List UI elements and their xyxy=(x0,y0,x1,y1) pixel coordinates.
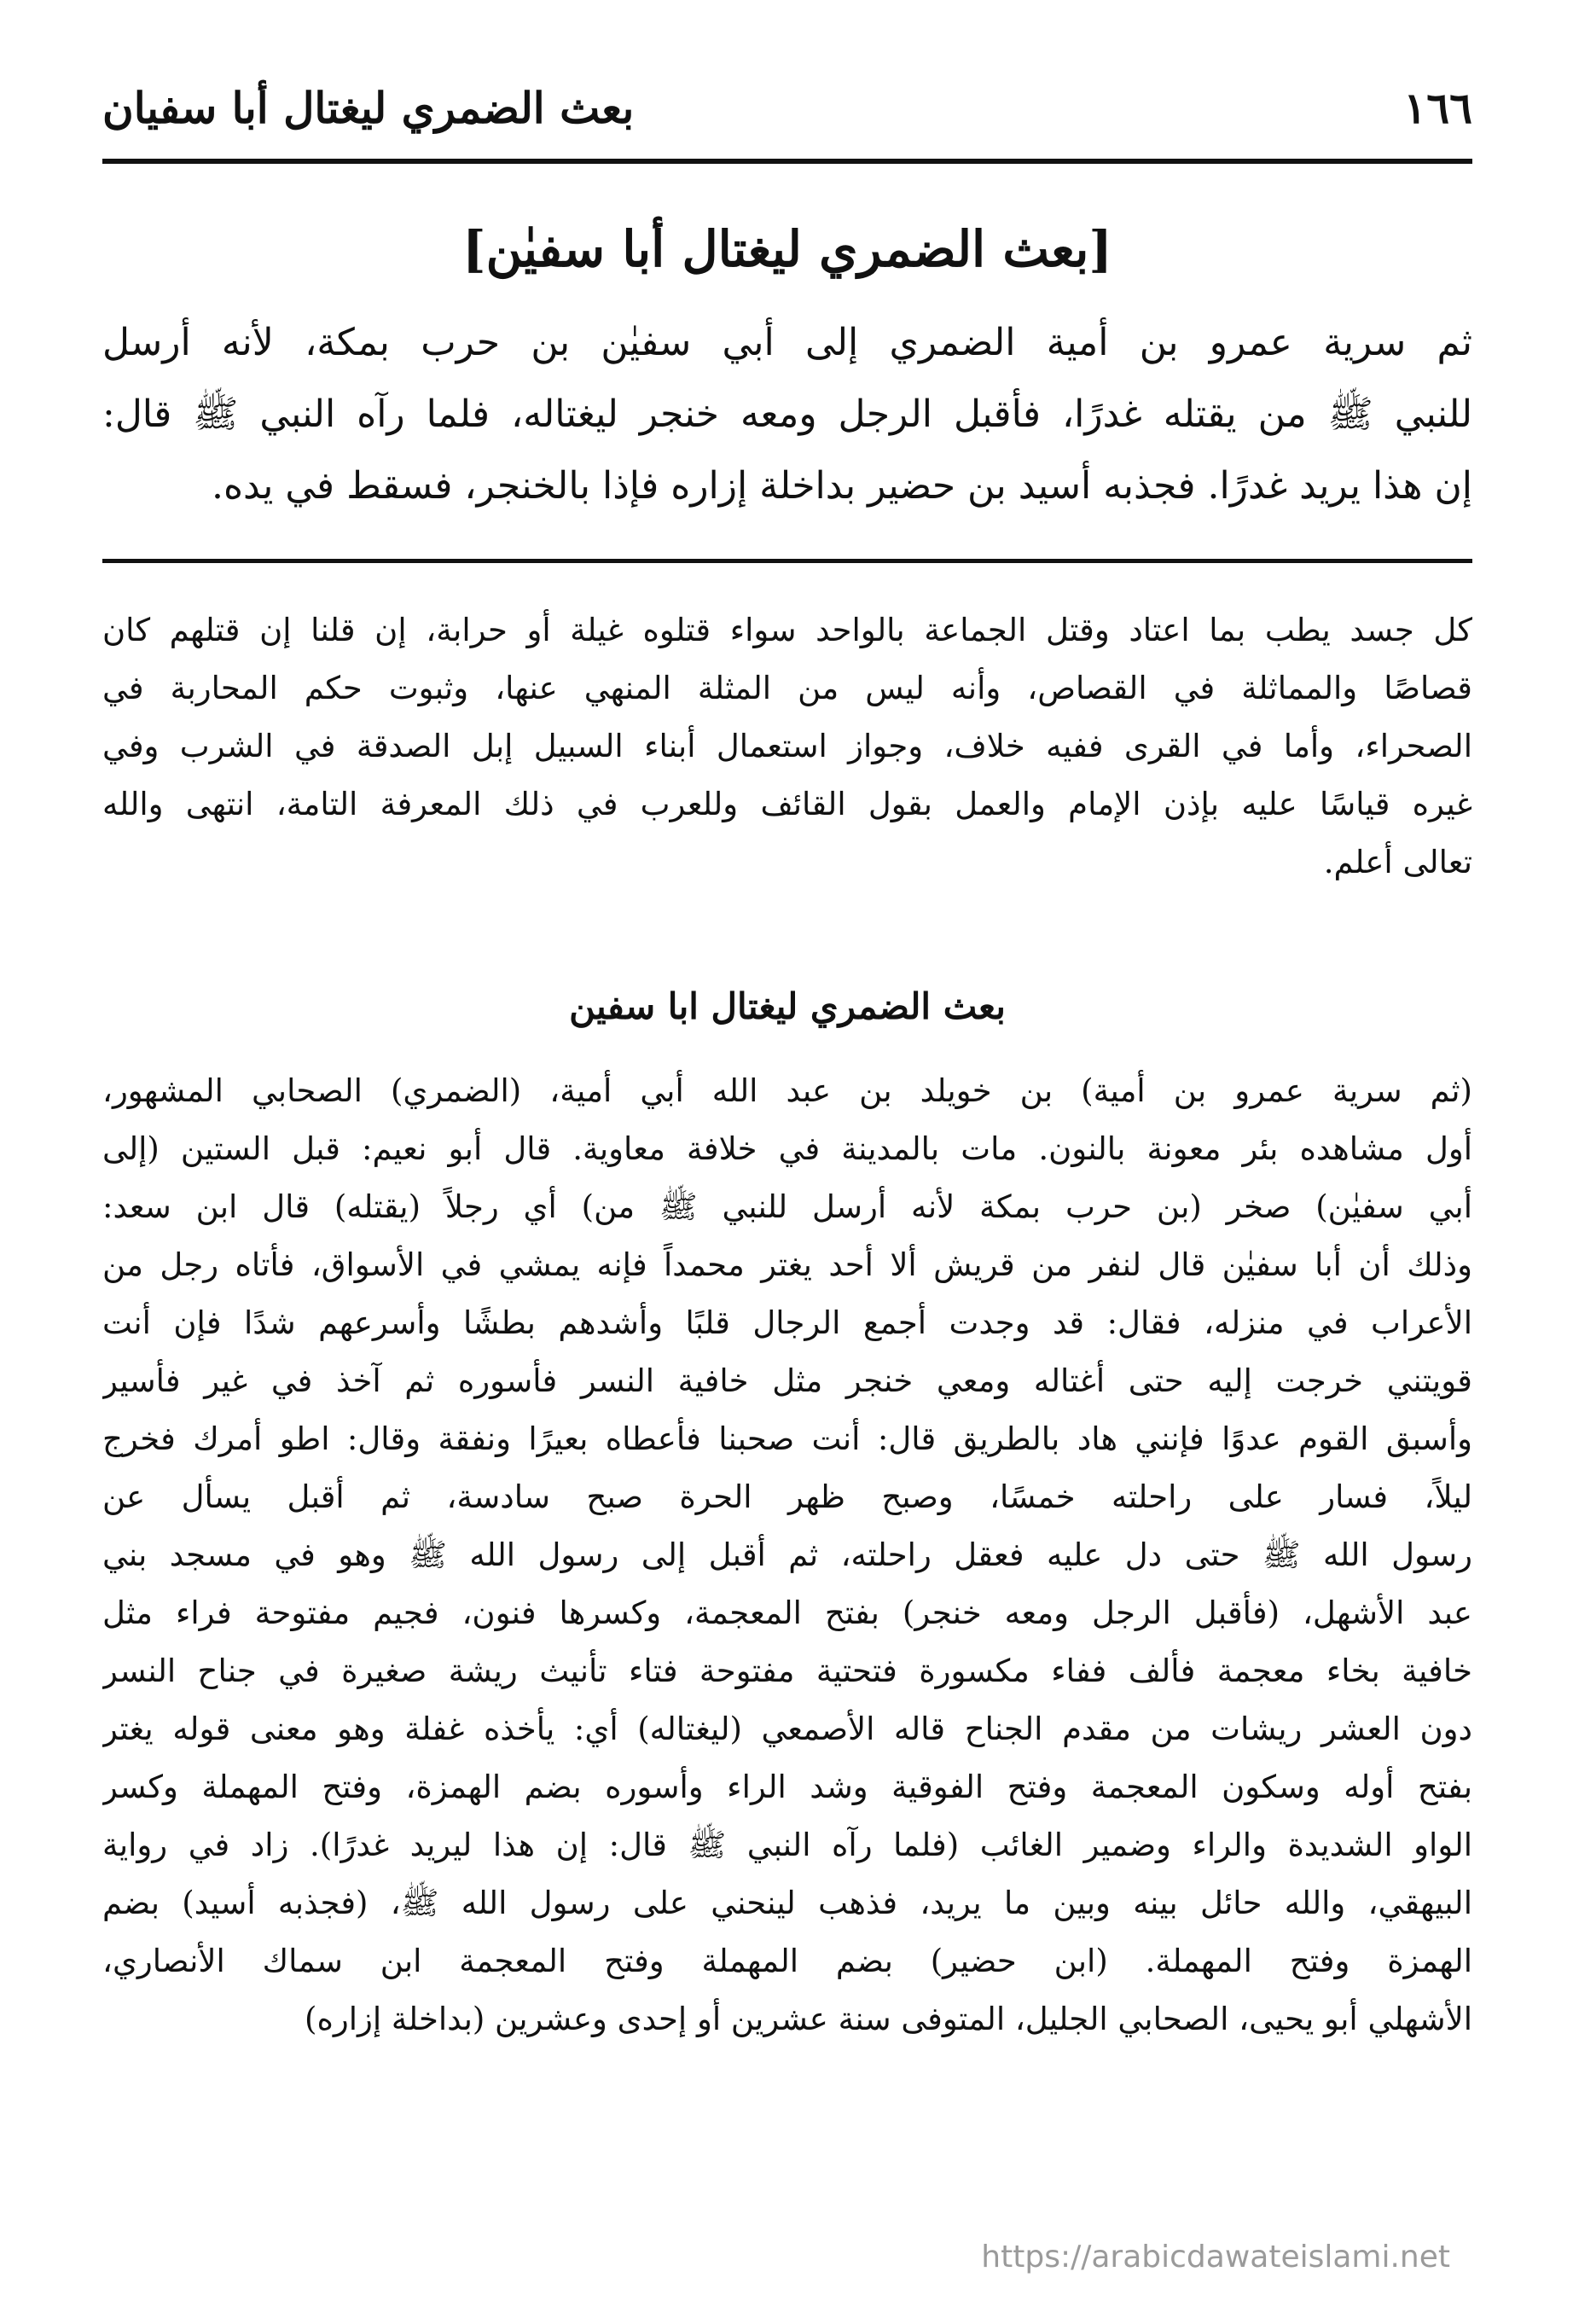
section-title: [بعث الضمري ليغتال أبا سفيٰن] xyxy=(462,220,1112,278)
commentary-line: الواو الشديدة والراء وضمير الغائب (فلما رآه النبي ﷺ قال: إن هذا ليريد غدرًا). زاد في رواية xyxy=(102,1827,1472,1863)
commentary-line: وذلك أن أبا سفيٰن قال لنفر من قريش ألا أحد يغتر محمداً فإنه يمشي في الأسواق، فأتاه رجل من xyxy=(102,1246,1472,1283)
commentary-line: خافية بخاء معجمة فألف ففاء مكسورة فتحتية مفتوحة فتاء تأنيث ريشة صغيرة في جناح النسر xyxy=(102,1653,1472,1689)
commentary-line: تعالى أعلم. xyxy=(1323,844,1472,880)
commentary-line: غيره قياسًا عليه بإذن الإمام والعمل بقول القائف وللعرب في ذلك المعرفة التامة، انتهى والله xyxy=(102,786,1472,822)
commentary-line: (ثم سرية عمرو بن أمية) بن خويلد بن عبد الله أبي أمية، (الضمري) الصحابي المشهور، xyxy=(102,1072,1472,1109)
commentary-line: بفتح أوله وسكون المعجمة وفتح الفوقية وشد الراء وأسوره بضم الهمزة، وفتح المهملة وكسر xyxy=(102,1769,1472,1805)
running-header xyxy=(102,78,1472,138)
commentary-line: أبي سفيٰن) صخر (بن حرب بمكة لأنه أرسل للنبي ﷺ من) أي رجلاً (يقتله) قال ابن سعد: xyxy=(102,1188,1472,1225)
commentary-line: البيهقي، والله حائل بينه وبين ما يريد، فذهب لينحني على رسول الله ﷺ، (فجذبه أسيد) بضم xyxy=(102,1885,1472,1921)
commentary-line: الصحراء، وأما في القرى ففيه خلاف، وجواز استعمال أبناء السبيل إبل الصدقة في الشرب وفي xyxy=(102,728,1472,764)
commentary-heading: بعث الضمري ليغتال ابا سفين xyxy=(569,985,1006,1027)
commentary-line: أول مشاهده بئر معونة بالنون. مات بالمدينة في خلافة معاوية. قال أبو نعيم: قبل الستين (إلى xyxy=(102,1130,1472,1167)
commentary-line: كل جسد يطب بما اعتاد وقتل الجماعة بالواحد سواء قتلوه غيلة أو حرابة، إن قلنا إن قتلهم كان xyxy=(102,612,1472,648)
commentary-line: عبد الأشهل، (فأقبل الرجل ومعه خنجر) بفتح المعجمة، وكسرها فنون، فجيم مفتوحة فراء مثل xyxy=(102,1595,1472,1631)
commentary-line: وأسبق القوم عدوًا فإنني هاد بالطريق قال: أنت صحبنا فأعطاه بعيرًا ونفقة وقال: اطو أمرك فخرج xyxy=(102,1421,1472,1457)
commentary-continued xyxy=(102,601,1472,892)
commentary-line: الهمزة وفتح المهملة. (ابن حضير) بضم المهملة وفتح المعجمة ابن سماك الأنصاري، xyxy=(102,1943,1472,1979)
separator-rule xyxy=(102,559,1472,563)
commentary-line: الأشهلي أبو يحيى، الصحابي الجليل، المتوفى سنة عشرين أو إحدى وعشرين (بداخلة إزاره) xyxy=(305,2001,1472,2037)
commentary-line: الأعراب في منزله، فقال: قد وجدت أجمع الرجال قلبًا وأشدهم بطشًا وأسرعهم شدًا فإن أنت xyxy=(102,1304,1472,1341)
commentary-line: قويتني خرجت إليه حتى أغتاله ومعي خنجر مثل خافية النسر فأسوره ثم آخذ في غير فأسير xyxy=(102,1362,1472,1399)
commentary-line: ليلاً، فسار على راحلته خمسًا، وصبح ظهر الحرة صبح سادسة، ثم أقبل يسأل عن xyxy=(102,1479,1472,1515)
page-number: ١٦٦ xyxy=(1403,83,1472,133)
main-text-line: إن هذا يريد غدرًا. فجذبه أسيد بن حضير بداخلة إزاره فإذا بالخنجر، فسقط في يده. xyxy=(212,464,1472,508)
commentary-line: دون العشر ريشات من مقدم الجناح قاله الأصمعي (ليغتاله) أي: يأخذه غفلة وهو معنى قوله يغتر xyxy=(102,1711,1472,1747)
main-text-line: للنبي ﷺ من يقتله غدرًا، فأقبل الرجل ومعه خنجر ليغتاله، فلما رآه النبي ﷺ قال: xyxy=(102,392,1472,436)
watermark-url: https://arabicdawateislami.net xyxy=(981,2240,1450,2275)
main-text xyxy=(102,307,1472,522)
commentary-line: قصاصًا والمماثلة في القصاص، وأنه ليس من المثلة المنهي عنها، وثبوت حكم المحاربة في xyxy=(102,670,1472,706)
commentary-line: رسول الله ﷺ حتى دل عليه فعقل راحلته، ثم أقبل إلى رسول الله ﷺ وهو في مسجد بني xyxy=(102,1537,1472,1573)
commentary-section xyxy=(102,1062,1472,2048)
running-title: بعث الضمري ليغتال أبا سفيان xyxy=(102,83,635,133)
main-text-line: ثم سرية عمرو بن أمية الضمري إلى أبي سفيٰن بن حرب بمكة، لأنه أرسل xyxy=(102,321,1472,364)
header-rule xyxy=(102,159,1472,164)
